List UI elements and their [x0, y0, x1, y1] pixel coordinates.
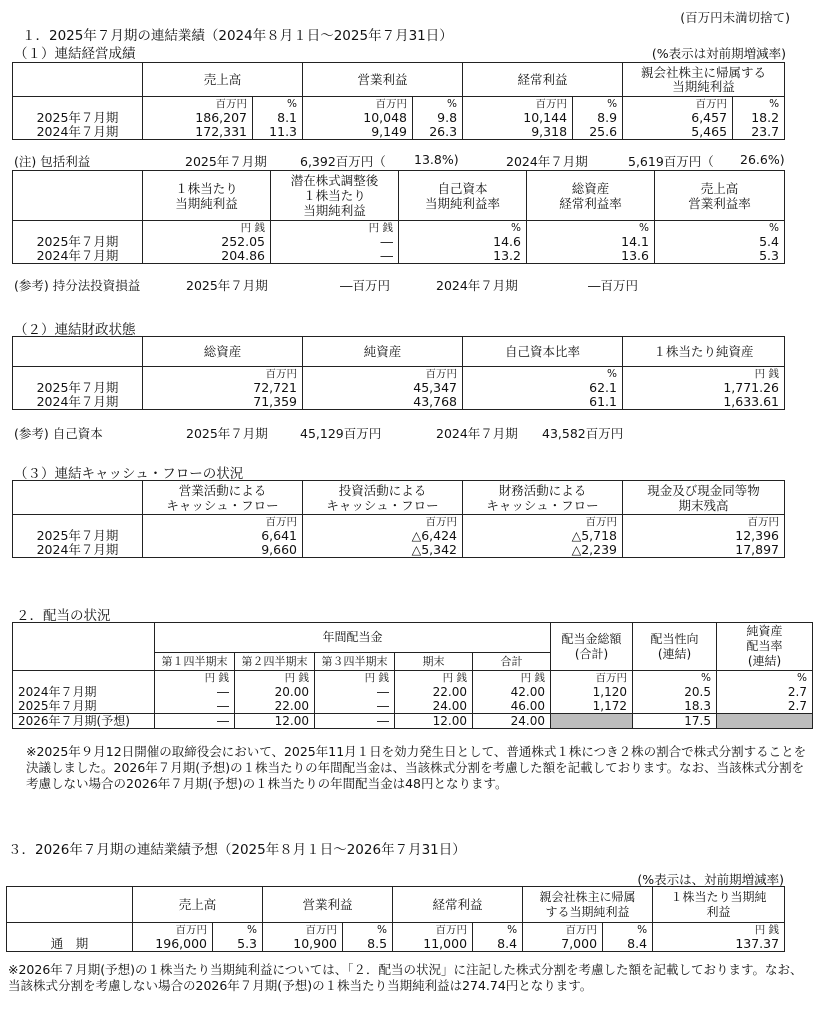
unit-label: 百万円	[303, 97, 413, 112]
header-financing-cf: 財務活動による キャッシュ・フロー	[463, 481, 623, 515]
cell: 9,149	[303, 125, 413, 140]
eq-value2: ―百万円	[588, 278, 639, 293]
cell: 6,457	[623, 111, 733, 125]
unit-label: 百万円	[623, 97, 733, 112]
cell: 10,900	[263, 937, 343, 952]
header-fc-ord-income: 経常利益	[393, 887, 523, 923]
row-label: 2025年７月期	[13, 111, 143, 125]
cell: 22.00	[235, 699, 315, 714]
sub2-title: （２）連結財政状態	[14, 322, 136, 338]
row-label: 2024年７月期	[13, 395, 143, 410]
comp-pct1: 13.8%)	[414, 152, 459, 167]
cell: 252.05	[143, 235, 271, 249]
cell: 172,331	[143, 125, 253, 140]
cell: 14.1	[527, 235, 655, 249]
header-fc-net-income: 親会社株主に帰属 する当期純利益	[523, 887, 653, 923]
header-net-income: 親会社株主に帰属する 当期純利益	[623, 63, 785, 97]
table-row	[13, 543, 785, 558]
table-row	[13, 699, 813, 714]
unit-label: 円 銭	[653, 923, 785, 938]
cell: 45,347	[303, 381, 463, 395]
header-year-end: 期末	[395, 653, 473, 671]
cash-flow-table	[12, 480, 785, 558]
cell: 204.86	[143, 249, 271, 264]
cell: 24.00	[473, 714, 551, 729]
unit-label: %	[253, 97, 303, 112]
unit-label: 円 銭	[271, 221, 399, 236]
unit-label: %	[573, 97, 623, 112]
header-doe: 純資産 配当率 (連結)	[717, 623, 813, 671]
dividend-footnote: ※2025年９月12日開催の取締役会において、2025年11月１日を効力発生日として、普通株式１株につき２株の割合で株式分割することを決議しました。2026年７月期(予想)の１株当たりの年間配当金は、当該株式分割を考慮した額を記載しております。なお、当該株式分割を考慮しない場合の2026年７月期(予想)の１株当たりの年間配当金は48円となります。	[26, 744, 807, 791]
table-row	[13, 529, 785, 543]
header-fc-eps: １株当たり当期純 利益	[653, 887, 785, 923]
cell: 11.3	[253, 125, 303, 140]
header-investing-cf: 投資活動による キャッシュ・フロー	[303, 481, 463, 515]
header-bps: １株当たり純資産	[623, 337, 785, 367]
cell: 12.00	[235, 714, 315, 729]
unit-label: 円 銭	[315, 671, 395, 686]
table-row	[13, 395, 785, 410]
cell: ―	[315, 685, 395, 699]
table-row	[13, 125, 785, 140]
header-q1: 第１四半期末	[155, 653, 235, 671]
cell: ―	[271, 249, 399, 264]
forecast-pct-note: (%表示は、対前期増減率)	[637, 872, 784, 887]
header-equity-ratio: 自己資本比率	[463, 337, 623, 367]
cell: 26.3	[413, 125, 463, 140]
row-label: 2024年７月期	[13, 685, 155, 699]
unit-label: 百万円	[303, 367, 463, 382]
cell: 1,120	[551, 685, 633, 699]
unit-label: 百万円	[303, 515, 463, 530]
comp-value1: 6,392百万円（	[300, 154, 386, 169]
unit-label: %	[343, 923, 393, 938]
table-row	[13, 381, 785, 395]
cell: 2.7	[717, 699, 813, 714]
header-ord-income: 経常利益	[463, 63, 623, 97]
ref-value1: 45,129百万円	[300, 426, 382, 441]
cell: 17.5	[633, 714, 717, 729]
header-op-margin: 売上高 営業利益率	[655, 171, 785, 221]
equity-ref-label: (参考) 自己資本	[14, 426, 103, 441]
header-sales: 売上高	[143, 63, 303, 97]
dividend-table	[12, 622, 813, 729]
ref-year2: 2024年７月期	[436, 426, 518, 441]
cell: 11,000	[393, 937, 473, 952]
cell: 10,144	[463, 111, 573, 125]
cell: 20.5	[633, 685, 717, 699]
header-annual-dividend: 年間配当金	[155, 623, 551, 653]
cell: 9,318	[463, 125, 573, 140]
cell: 23.7	[733, 125, 785, 140]
header-eps: １株当たり 当期純利益	[143, 171, 271, 221]
row-label: 2025年７月期	[13, 381, 143, 395]
cell-shaded	[717, 714, 813, 729]
unit-label: %	[717, 671, 813, 686]
header-diluted-eps: 潜在株式調整後 １株当たり 当期純利益	[271, 171, 399, 221]
cell: 1,771.26	[623, 381, 785, 395]
cell: 6,641	[143, 529, 303, 543]
cell-shaded	[551, 714, 633, 729]
unit-label: 百万円	[143, 97, 253, 112]
cell: 46.00	[473, 699, 551, 714]
per-share-table	[12, 170, 785, 264]
cell: 62.1	[463, 381, 623, 395]
cell: 196,000	[133, 937, 213, 952]
unit-label: 円 銭	[235, 671, 315, 686]
header-operating-cf: 営業活動による キャッシュ・フロー	[143, 481, 303, 515]
row-label: 2026年７月期(予想)	[13, 714, 155, 729]
cell: ―	[315, 699, 395, 714]
unit-label: 円 銭	[155, 671, 235, 686]
cell: ―	[315, 714, 395, 729]
cell: 25.6	[573, 125, 623, 140]
cell: 14.6	[399, 235, 527, 249]
sub1-title: （１）連結経営成績	[14, 46, 136, 62]
cell: 8.4	[603, 937, 653, 952]
unit-label: 百万円	[143, 515, 303, 530]
table-row	[13, 235, 785, 249]
eq-year1: 2025年７月期	[186, 278, 268, 293]
cell: 13.2	[399, 249, 527, 264]
cell: 18.3	[633, 699, 717, 714]
comp-value2: 5,619百万円（	[628, 154, 714, 169]
cell: △5,342	[303, 543, 463, 558]
header-q3: 第３四半期末	[315, 653, 395, 671]
unit-label: %	[603, 923, 653, 938]
row-label: 2025年７月期	[13, 699, 155, 714]
section1-title: １．2025年７月期の連結業績（2024年８月１日～2025年７月31日）	[22, 28, 453, 44]
unit-label: 円 銭	[473, 671, 551, 686]
unit-label: 百万円	[523, 923, 603, 938]
unit-label: 百万円	[623, 515, 785, 530]
cell: 8.4	[473, 937, 523, 952]
cell: 12.00	[395, 714, 473, 729]
equity-method-label: (参考) 持分法投資損益	[14, 278, 141, 293]
row-label: 2024年７月期	[13, 249, 143, 264]
header-total-assets: 総資産	[143, 337, 303, 367]
unit-label: 百万円	[393, 923, 473, 938]
forecast-footnote: ※2026年７月期(予想)の１株当たり当期純利益については、「２．配当の状況」に注記した株式分割を考慮した額を記載しております。なお、当該株式分割を考慮しない場合の2026年７月期(予想)の１株当たり当期純利益は274.74円となります。	[8, 962, 803, 993]
cell: 72,721	[143, 381, 303, 395]
cell: ―	[271, 235, 399, 249]
comp-year1: 2025年７月期	[185, 154, 267, 169]
forecast-table	[6, 886, 785, 952]
cell: 8.1	[253, 111, 303, 125]
cell: 17,897	[623, 543, 785, 558]
financial-position-table	[12, 336, 785, 410]
header-payout-ratio: 配当性向 (連結)	[633, 623, 717, 671]
cell: ―	[155, 685, 235, 699]
header-fc-sales: 売上高	[133, 887, 263, 923]
cell: 22.00	[395, 685, 473, 699]
unit-label: 百万円	[463, 97, 573, 112]
unit-label: 百万円	[133, 923, 213, 938]
unit-note: (百万円未満切捨て)	[680, 10, 790, 25]
row-label: 2024年７月期	[13, 125, 143, 140]
unit-label: %	[399, 221, 527, 236]
header-op-income: 営業利益	[303, 63, 463, 97]
comp-pct2: 26.6%)	[740, 152, 785, 167]
cell: 10,048	[303, 111, 413, 125]
row-label: 2025年７月期	[13, 235, 143, 249]
table-row	[7, 937, 785, 952]
header-roe: 自己資本 当期純利益率	[399, 171, 527, 221]
cell: 61.1	[463, 395, 623, 410]
unit-label: 円 銭	[623, 367, 785, 382]
forecast-title: ３．2026年７月期の連結業績予想（2025年８月１日～2026年７月31日）	[8, 842, 466, 858]
cell: 9.8	[413, 111, 463, 125]
cell: △5,718	[463, 529, 623, 543]
cell: 20.00	[235, 685, 315, 699]
row-label: 2025年７月期	[13, 529, 143, 543]
unit-label: %	[473, 923, 523, 938]
unit-label: 百万円	[551, 671, 633, 686]
unit-label: %	[633, 671, 717, 686]
cell: 5.3	[655, 249, 785, 264]
header-cash-end: 現金及び現金同等物 期末残高	[623, 481, 785, 515]
header-total-dividend: 配当金総額 (合計)	[551, 623, 633, 671]
cell: 1,633.61	[623, 395, 785, 410]
header-roa: 総資産 経常利益率	[527, 171, 655, 221]
row-label: 2024年７月期	[13, 543, 143, 558]
cell: 9,660	[143, 543, 303, 558]
cell: 2.7	[717, 685, 813, 699]
unit-label: 百万円	[143, 367, 303, 382]
cell: 24.00	[395, 699, 473, 714]
cell: 8.9	[573, 111, 623, 125]
cell: 42.00	[473, 685, 551, 699]
cell: 5,465	[623, 125, 733, 140]
results-table	[12, 62, 785, 140]
cell: △2,239	[463, 543, 623, 558]
table-row	[13, 685, 813, 699]
unit-label: %	[213, 923, 263, 938]
cell: 5.4	[655, 235, 785, 249]
table-row	[13, 111, 785, 125]
header-net-assets: 純資産	[303, 337, 463, 367]
cell: 71,359	[143, 395, 303, 410]
eq-value1: ―百万円	[340, 278, 391, 293]
table-row	[13, 714, 813, 729]
unit-label: 百万円	[263, 923, 343, 938]
eq-year2: 2024年７月期	[436, 278, 518, 293]
cell: 5.3	[213, 937, 263, 952]
cell: 12,396	[623, 529, 785, 543]
header-fc-op-income: 営業利益	[263, 887, 393, 923]
unit-label: %	[655, 221, 785, 236]
header-total: 合計	[473, 653, 551, 671]
table-row	[13, 249, 785, 264]
cell: 7,000	[523, 937, 603, 952]
cell: 1,172	[551, 699, 633, 714]
ref-year1: 2025年７月期	[186, 426, 268, 441]
row-label: 通 期	[7, 937, 133, 952]
unit-label: %	[733, 97, 785, 112]
pct-note: (%表示は対前期増減率)	[651, 46, 786, 61]
cell: ―	[155, 714, 235, 729]
cell: 13.6	[527, 249, 655, 264]
cell: 8.5	[343, 937, 393, 952]
header-q2: 第２四半期末	[235, 653, 315, 671]
unit-label: %	[463, 367, 623, 382]
cell: 186,207	[143, 111, 253, 125]
unit-label: %	[413, 97, 463, 112]
comp-year2: 2024年７月期	[506, 154, 588, 169]
unit-label: 円 銭	[395, 671, 473, 686]
dividend-title: ２．配当の状況	[16, 608, 111, 624]
comp-label: (注) 包括利益	[14, 154, 91, 169]
cell: 18.2	[733, 111, 785, 125]
unit-label: 円 銭	[143, 221, 271, 236]
ref-value2: 43,582百万円	[542, 426, 624, 441]
unit-label: %	[527, 221, 655, 236]
cell: △6,424	[303, 529, 463, 543]
cell: 43,768	[303, 395, 463, 410]
cell: 137.37	[653, 937, 785, 952]
unit-label: 百万円	[463, 515, 623, 530]
sub3-title: （３）連結キャッシュ・フローの状況	[14, 466, 244, 482]
cell: ―	[155, 699, 235, 714]
